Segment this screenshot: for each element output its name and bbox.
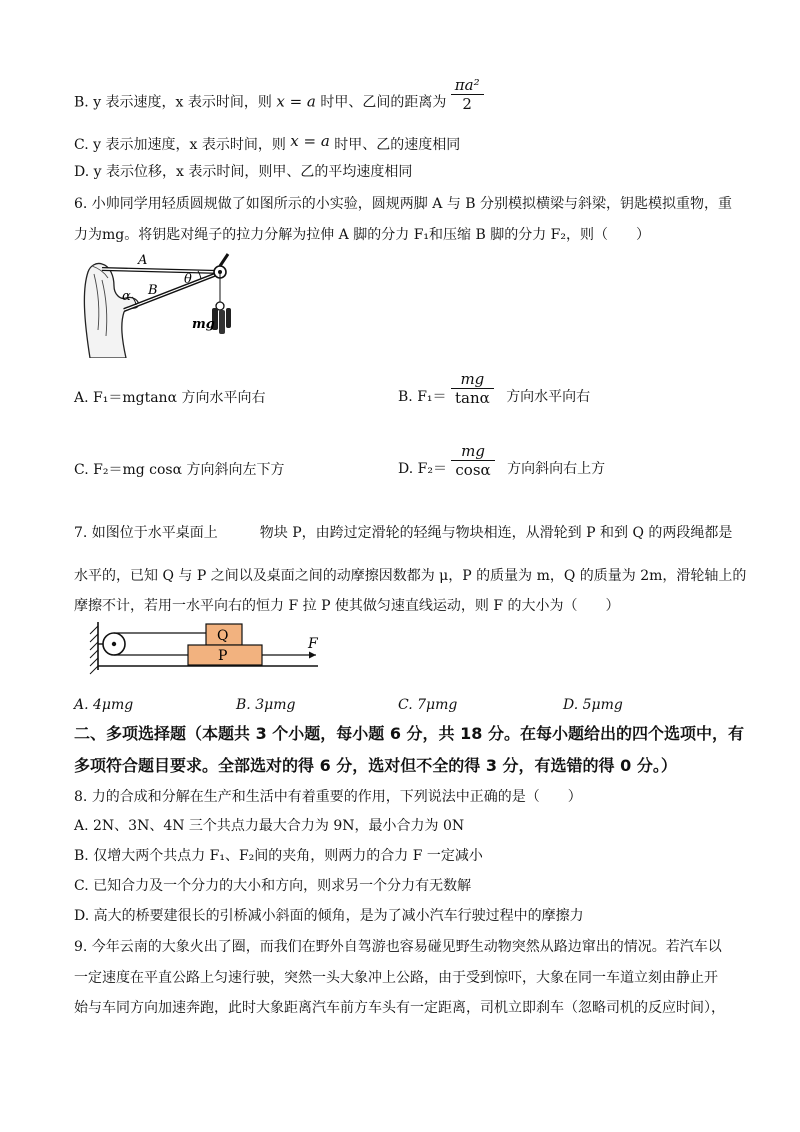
q5-option-b-equation: x = a xyxy=(276,92,316,111)
label-b: B xyxy=(148,283,158,298)
q7-option-b: B. 3μmg xyxy=(236,697,296,713)
label-p: P xyxy=(218,648,228,664)
hand-shape xyxy=(84,263,138,358)
label-a: A xyxy=(138,253,148,268)
q7-pulley-figure xyxy=(84,620,328,676)
q5-option-c-text-2: 时甲、乙的速度相同 xyxy=(334,137,461,153)
section-heading-line-2: 多项符合题目要求。全部选对的得 6 分，选对但不全的得 3 分，有选错的得 0 分。） xyxy=(74,756,677,775)
q8-option-a: A. 2N、3N、4N 三个共点力最大合力为 9N，最小合力为 0N xyxy=(74,818,465,834)
q5-option-c-text: C. y 表示加速度，x 表示时间，则 xyxy=(74,137,286,153)
fraction-denominator: tanα xyxy=(451,388,494,407)
q5-option-b xyxy=(74,76,484,121)
q7-option-c: C. 7μmg xyxy=(398,697,458,713)
label-theta: θ xyxy=(184,272,192,287)
label-alpha: α xyxy=(122,289,131,304)
q5-option-b-text: B. y 表示速度，x 表示时间，则 xyxy=(74,94,272,111)
q6-option-d xyxy=(398,442,605,479)
fraction-numerator: πa² xyxy=(454,76,480,94)
q6-option-a: A. F₁＝mgtanα 方向水平向右 xyxy=(74,390,266,406)
q8-option-d: D. 高大的桥要建很长的引桥减小斜面的倾角，是为了减小汽车行驶过程中的摩擦力 xyxy=(74,908,584,924)
fraction-denominator: 2 xyxy=(451,94,484,113)
q6-stem-line-2: 力为mg。将钥匙对绳子的拉力分解为拉伸 A 脚的分力 F₁和压缩 B 脚的分力 F₂，则（ ） xyxy=(74,227,650,243)
q5-option-b-fraction xyxy=(451,76,484,113)
q8-option-b: B. 仅增大两个共点力 F₁、F₂间的夹角，则两力的合力 F 一定减小 xyxy=(74,848,483,864)
q8-stem: 8. 力的合成和分解在生产和生活中有着重要的作用，下列说法中正确的是（ ） xyxy=(74,789,582,805)
q6-option-d-prefix: D. F₂＝ xyxy=(398,460,447,477)
label-f: F xyxy=(308,636,318,652)
q7-option-d: D. 5μmg xyxy=(563,697,623,713)
q5-option-c-equation: x = a xyxy=(290,132,330,150)
section-heading-line-1: 二、多项选择题（本题共 3 个小题，每小题 6 分，共 18 分。在每小题给出的四个选项中，有 xyxy=(74,724,744,743)
q7-stem-line-2: 水平的，已知 Q 与 P 之间以及桌面之间的动摩擦因数都为 μ，P 的质量为 m，Q 的质量为 2m，滑轮轴上的 xyxy=(74,568,747,584)
label-mg: mg xyxy=(192,317,215,332)
q6-option-c: C. F₂＝mg cosα 方向斜向左下方 xyxy=(74,462,285,478)
q5-option-d: D. y 表示位移，x 表示时间，则甲、乙的平均速度相同 xyxy=(74,164,413,180)
q5-option-c xyxy=(74,134,460,155)
fraction-numerator: mg xyxy=(460,370,485,388)
q6-option-b-suffix: 方向水平向右 xyxy=(506,388,591,405)
q6-option-b-prefix: B. F₁＝ xyxy=(398,388,447,405)
q9-stem-line-2: 一定速度在平直公路上匀速行驶，突然一头大象冲上公路，由于受到惊吓，大象在同一车道立刻由静止开 xyxy=(74,970,718,986)
q7-option-a: A. 4μmg xyxy=(74,697,134,713)
fraction-numerator: mg xyxy=(461,442,485,460)
label-q: Q xyxy=(217,628,229,644)
q7-stem-line-3: 摩擦不计，若用一水平向右的恒力 F 拉 P 使其做匀速直线运动，则 F 的大小为（ ） xyxy=(74,598,620,614)
q9-stem-line-1: 9. 今年云南的大象火出了圈，而我们在野外自驾游也容易碰见野生动物突然从路边窜出的情况。若汽车以 xyxy=(74,939,722,955)
q7-stem-line-1: 7. 如图位于水平桌面上 物块 P，由跨过定滑轮的轻绳与物块相连，从滑轮到 P 和到 Q 的两段绳都是 xyxy=(74,525,733,541)
q8-option-c: C. 已知合力及一个分力的大小和方向，则求另一个分力有无数解 xyxy=(74,878,472,894)
q6-stem-line-1: 6. 小帅同学用轻质圆规做了如图所示的小实验，圆规两脚 A 与 B 分别模拟横梁与斜梁，钥匙模拟重物，重 xyxy=(74,196,733,212)
q5-option-b-text-2: 时甲、乙间的距离为 xyxy=(320,94,447,111)
fraction-denominator: cosα xyxy=(451,460,494,479)
q6-option-d-fraction xyxy=(451,442,494,479)
q6-compass-figure xyxy=(80,250,240,358)
q9-stem-line-3: 始与车同方向加速奔跑，此时大象距离汽车前方车头有一定距离，司机立即刹车（忽略司机的反应时间）， xyxy=(74,1000,725,1016)
q6-option-b-fraction xyxy=(451,370,494,407)
q6-option-d-suffix: 方向斜向右上方 xyxy=(507,460,606,477)
q6-option-b xyxy=(398,370,590,407)
